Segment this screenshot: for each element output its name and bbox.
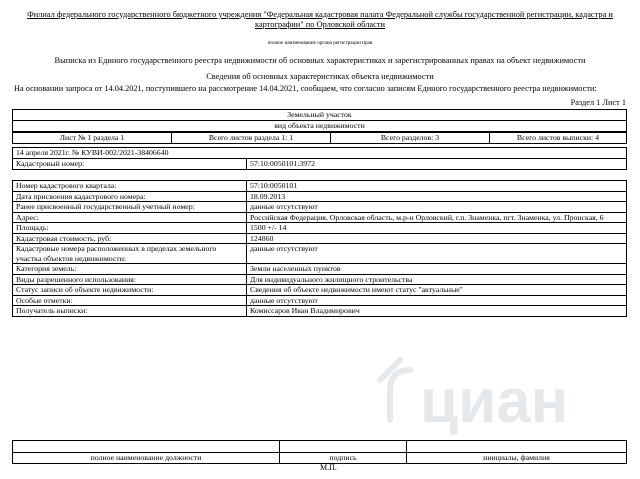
watermark-logo — [360, 350, 600, 440]
table-row — [13, 295, 627, 306]
total-section-sheets: Всего листов раздела 1: 1 — [172, 133, 331, 144]
field-label: Статус записи об объекте недвижимости: — [13, 285, 247, 296]
cadastral-number-value: 57:10:0050101:3972 — [247, 159, 627, 170]
field-label: Кадастровые номера расположенных в пределах земельного участка объектов недвижимости: — [13, 244, 247, 264]
field-value: Для индивидуального жилищного строительства — [247, 274, 627, 285]
document-number-table — [12, 147, 627, 170]
field-value: 18.09.2013 — [247, 191, 627, 202]
field-label: Дата присвоения кадастрового номера: — [13, 191, 247, 202]
table-row — [13, 264, 627, 275]
field-value: Земли населенных пунктов — [247, 264, 627, 275]
characteristics-table — [12, 180, 627, 317]
field-value: данные отсутствуют — [247, 202, 627, 213]
extract-intro: Выписка из Единого государственного реестра недвижимости об основных характеристиках и зарегистрированных правах на объект недвижимости — [54, 56, 586, 65]
field-label: Адрес: — [13, 212, 247, 223]
watermark-text: циан — [420, 367, 569, 436]
org-caption: полное наименование органа регистрации прав — [267, 40, 373, 46]
field-label: Особые отметки: — [13, 295, 247, 306]
signature-table — [12, 440, 627, 464]
request-text: На основании запроса от 14.04.2021, поступившего на рассмотрение 14.04.2021, сообщаем, что согласно записям Единого государственного реестра недвижимости: — [14, 84, 597, 93]
table-row — [13, 306, 627, 317]
field-value: 124860 — [247, 233, 627, 244]
table-row — [13, 223, 627, 234]
document-date-number: 14 апреля 2021г. № КУВИ-002/2021-38406640 — [13, 148, 627, 159]
table-row — [13, 202, 627, 213]
org-line-2: картографии" по Орловской области — [255, 19, 385, 29]
field-value: Комиссаров Иван Владимирович — [247, 306, 627, 317]
section-subtitle: Сведения об основных характеристиках объекта недвижимости — [206, 72, 434, 81]
field-value: Российская Федерация, Орловская область, м.р-н Орловский, г.п. Знаменка, пгт. Знаменка, ул. Пронская, 6 — [247, 212, 627, 223]
sheet-number: Лист № 1 раздела 1 — [13, 133, 172, 144]
object-type-table — [12, 109, 627, 132]
field-label: Ранее присвоенный государственный учетный номер: — [13, 202, 247, 213]
field-value: данные отсутствуют — [247, 295, 627, 306]
signature-position-caption: полное наименование должности — [13, 453, 280, 464]
cadastral-number-label: Кадастровый номер: — [13, 159, 247, 170]
total-sections: Всего разделов: 3 — [331, 133, 490, 144]
field-value: Сведения об объекте недвижимости имеют статус "актуальные" — [247, 285, 627, 296]
org-line-1: Филиал федерального государственного бюджетного учреждения "Федеральная кадастровая палата Федеральной службы государственной регистрации, кадастра и — [27, 10, 613, 19]
field-label: Получатель выписки: — [13, 306, 247, 317]
table-row — [13, 191, 627, 202]
sheets-table — [12, 132, 627, 144]
stamp-place: М.П. — [320, 463, 337, 472]
field-label: Виды разрешенного использования: — [13, 274, 247, 285]
signature-blank-sign — [280, 441, 407, 453]
section-info: Раздел 1 Лист 1 — [570, 98, 626, 107]
field-label: Категория земель: — [13, 264, 247, 275]
org-header — [0, 10, 640, 29]
total-extract-sheets: Всего листов выписки: 4 — [490, 133, 627, 144]
signature-name-caption: инициалы, фамилия — [407, 453, 627, 464]
field-label: Кадастровая стоимость, руб: — [13, 233, 247, 244]
table-row — [13, 274, 627, 285]
field-value: данные отсутствуют — [247, 244, 627, 264]
field-value: 57:10:0050101 — [247, 181, 627, 192]
field-value: 1500 +/- 14 — [247, 223, 627, 234]
table-row — [13, 244, 627, 264]
signature-blank-position — [13, 441, 280, 453]
object-type-caption: вид объекта недвижимости — [13, 121, 627, 132]
table-row — [13, 233, 627, 244]
field-label: Номер кадастрового квартала: — [13, 181, 247, 192]
signature-blank-name — [407, 441, 627, 453]
table-row — [13, 285, 627, 296]
table-row — [13, 181, 627, 192]
signature-sign-caption: подпись — [280, 453, 407, 464]
field-label: Площадь: — [13, 223, 247, 234]
object-type: Земельный участок — [13, 110, 627, 121]
table-row — [13, 212, 627, 223]
